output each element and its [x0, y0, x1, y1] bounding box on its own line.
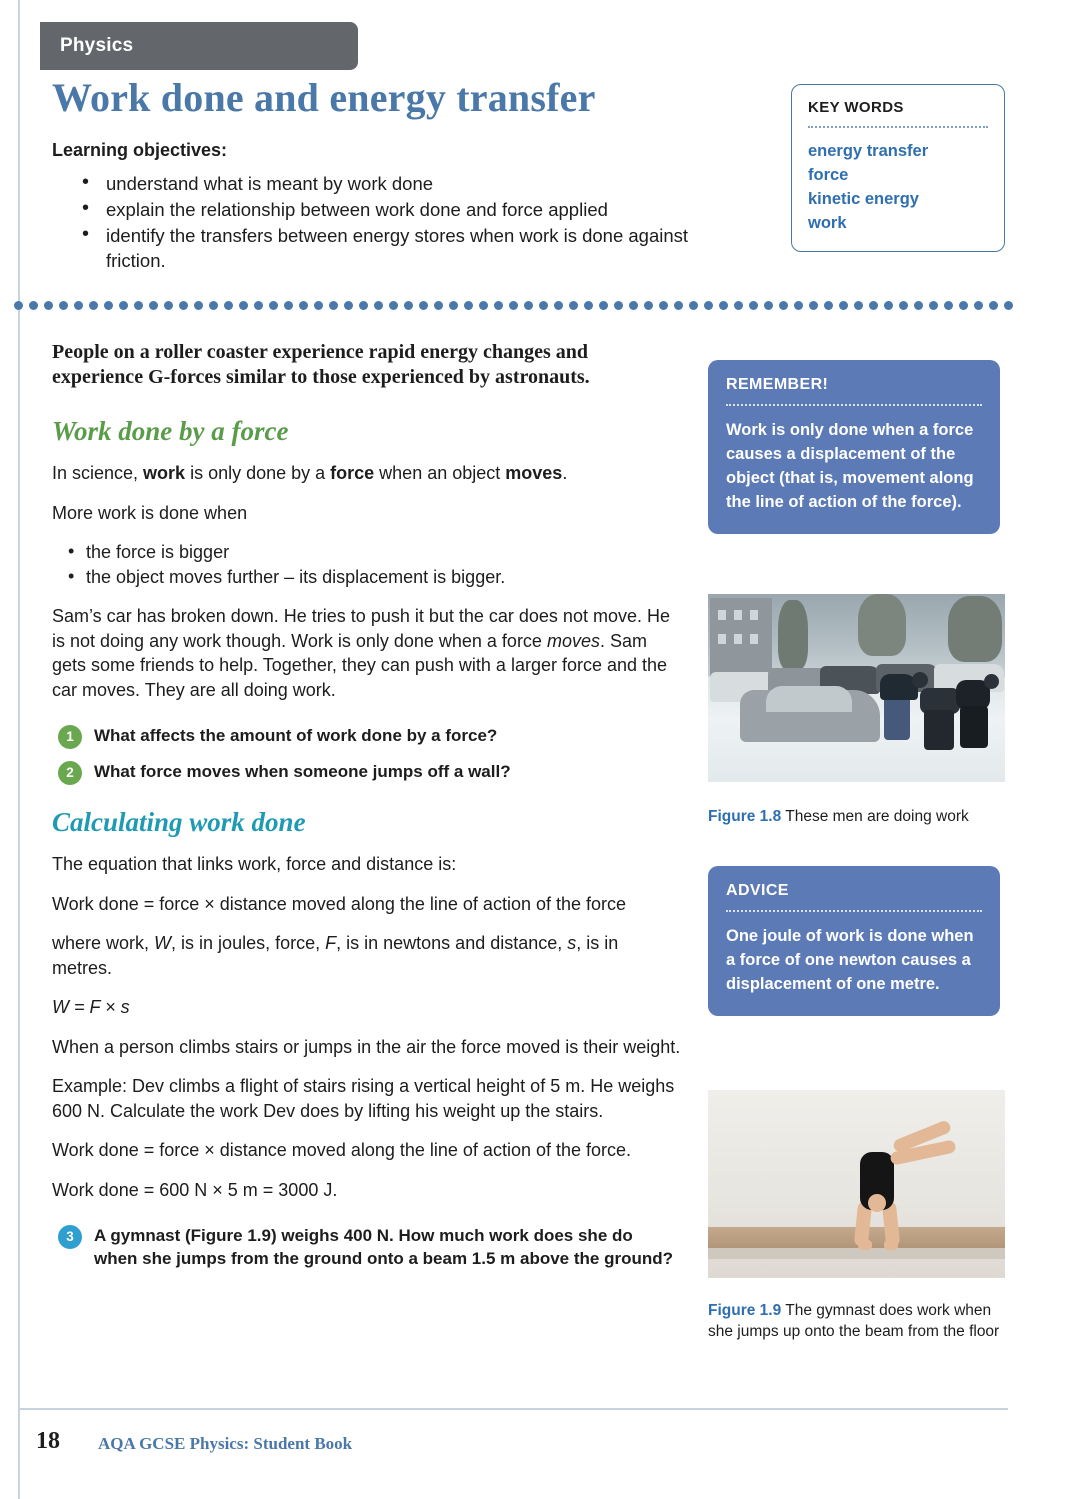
divider-dot — [884, 301, 893, 310]
divider-dot — [1004, 301, 1013, 310]
paragraph — [52, 461, 682, 486]
symbol-f: F — [325, 933, 337, 953]
paragraph: When a person climbs stairs or jumps in the air the force moved is their weight. — [52, 1036, 681, 1057]
paragraph — [52, 931, 682, 980]
divider-dot — [389, 301, 398, 310]
left-margin-rule — [18, 0, 20, 1499]
photo-window — [734, 610, 742, 620]
divider — [726, 909, 982, 912]
divider-dot — [404, 301, 413, 310]
photo-window — [750, 610, 758, 620]
section-heading-calculating-work-done: Calculating work done — [52, 807, 306, 837]
divider-dot — [74, 301, 83, 310]
divider-dot — [134, 301, 143, 310]
photo-window — [718, 610, 726, 620]
photo-floor — [708, 1248, 1005, 1259]
text-run: In science, — [52, 463, 144, 483]
learning-objectives-list — [52, 171, 692, 273]
divider-dot — [14, 301, 23, 310]
text-run: , is in joules, force, — [171, 933, 326, 953]
divider-dot — [494, 301, 503, 310]
divider-dot — [359, 301, 368, 310]
callout-body: Work is only done when a force causes a displacement of the object (that is, movement along the line of action of the force). — [726, 421, 974, 511]
key-word: energy transfer — [808, 142, 929, 160]
divider-dot — [734, 301, 743, 310]
text-run: Sam’s car has broken down. He tries to push it but the car does not move. He is not doing any work though. Work is only done when a force — [52, 606, 670, 651]
divider-dot — [644, 301, 653, 310]
photo-gymnast-head — [868, 1194, 886, 1212]
divider-dot — [104, 301, 113, 310]
divider-dot — [704, 301, 713, 310]
photo-car-window — [766, 686, 852, 712]
bullet-list — [52, 540, 682, 589]
photo-tree — [778, 600, 808, 670]
divider-dot — [374, 301, 383, 310]
divider-dot — [899, 301, 908, 310]
text-run: , is in newtons and distance, — [336, 933, 568, 953]
photo-tree — [858, 594, 906, 656]
text-run: , is in metres. — [52, 933, 619, 978]
divider-dot — [869, 301, 878, 310]
divider-dot — [629, 301, 638, 310]
learning-objectives — [52, 140, 692, 274]
divider-dot — [674, 301, 683, 310]
divider-dot — [209, 301, 218, 310]
divider-dot — [509, 301, 518, 310]
divider-dot — [614, 301, 623, 310]
divider-dot — [479, 301, 488, 310]
paragraph: Work done = force × distance moved along the line of action of the force. — [52, 1140, 632, 1160]
divider-dot — [344, 301, 353, 310]
text-run: when an object — [374, 463, 506, 483]
paragraph — [52, 604, 682, 702]
key-word: kinetic energy — [808, 190, 919, 208]
question-text: What force moves when someone jumps off a wall? — [94, 762, 511, 781]
section-heading-work-done-by-a-force: Work done by a force — [52, 416, 289, 446]
photo-person-head — [912, 672, 928, 688]
figure-caption-1-8 — [708, 806, 1006, 827]
text-run-bold: work — [143, 463, 186, 483]
question-row — [52, 1224, 682, 1270]
divider-dot — [164, 301, 173, 310]
callout-advice — [708, 866, 1000, 1016]
text-run-bold: moves — [505, 463, 563, 483]
divider-dot — [194, 301, 203, 310]
divider-dot — [239, 301, 248, 310]
divider-dot — [434, 301, 443, 310]
question-number: 1 — [58, 725, 82, 749]
divider-dot — [539, 301, 548, 310]
divider-dot — [659, 301, 668, 310]
footer-book-title: AQA GCSE Physics: Student Book — [98, 1434, 353, 1453]
text-run: is only done by a — [185, 463, 331, 483]
intro-paragraph: People on a roller coaster experience rapid energy changes and experience G-forces similar to those experienced by astronauts. — [52, 341, 590, 388]
photo-window — [718, 634, 726, 644]
page-title: Work done and energy transfer — [52, 75, 596, 120]
photo-person — [960, 706, 988, 748]
equation: W = F × s — [52, 997, 130, 1017]
subject-tab: Physics — [40, 22, 358, 70]
divider-dot — [989, 301, 998, 310]
photo-window — [750, 634, 758, 644]
divider-dot — [854, 301, 863, 310]
divider-dot — [254, 301, 263, 310]
question-row — [52, 724, 682, 749]
text-run-bold: force — [330, 463, 375, 483]
key-word: work — [808, 214, 847, 232]
divider-dot — [179, 301, 188, 310]
callout-title: ADVICE — [726, 882, 789, 899]
paragraph: Example: Dev climbs a flight of stairs rising a vertical height of 5 m. He weighs 600 N. Calculate the work Dev does by lifting his weight up the stairs. — [52, 1076, 675, 1121]
divider-dot — [29, 301, 38, 310]
paragraph: Work done = 600 N × 5 m = 3000 J. — [52, 1179, 338, 1200]
divider-dot — [419, 301, 428, 310]
figure-caption-1-9 — [708, 1300, 1006, 1342]
question-number: 3 — [58, 1225, 82, 1249]
photo-window — [734, 634, 742, 644]
photo-tree — [948, 596, 1002, 662]
divider — [808, 125, 988, 128]
divider-dot — [719, 301, 728, 310]
figure-caption-text: These men are doing work — [781, 808, 969, 825]
key-word: force — [808, 166, 849, 184]
divider-dot — [554, 301, 563, 310]
symbol-s: s — [567, 933, 577, 953]
divider-dot — [974, 301, 983, 310]
question-block-2 — [52, 1224, 682, 1270]
divider-dot — [809, 301, 818, 310]
text-run: . — [562, 463, 568, 483]
list-item: • identify the transfers between energy stores when work is done against friction. — [76, 223, 692, 273]
question-text: What affects the amount of work done by a force? — [94, 726, 498, 745]
divider-dot — [794, 301, 803, 310]
divider-dot — [89, 301, 98, 310]
divider-dot — [749, 301, 758, 310]
paragraph: The equation that links work, force and distance is: — [52, 854, 457, 874]
symbol-w: W — [154, 933, 172, 953]
list-item: • understand what is meant by work done — [76, 171, 692, 196]
photo-person-head — [984, 674, 999, 689]
learning-objectives-heading: Learning objectives: — [52, 140, 228, 160]
divider-dot — [824, 301, 833, 310]
key-words-box — [791, 84, 1005, 252]
photo-person — [924, 710, 954, 750]
divider-dot — [599, 301, 608, 310]
main-content-column — [52, 340, 682, 1292]
divider-dot — [944, 301, 953, 310]
figure-image-men-pushing-car — [708, 594, 1005, 782]
question-block-1 — [52, 724, 682, 785]
footer-rule — [18, 1408, 1008, 1410]
divider-dot — [119, 301, 128, 310]
divider-dot — [584, 301, 593, 310]
divider-dot — [959, 301, 968, 310]
divider-dot — [299, 301, 308, 310]
divider-dot — [314, 301, 323, 310]
divider-dot — [689, 301, 698, 310]
divider — [726, 403, 982, 406]
divider-dot — [149, 301, 158, 310]
callout-remember — [708, 360, 1000, 534]
divider-dot — [569, 301, 578, 310]
question-number: 2 — [58, 761, 82, 785]
divider-dot — [224, 301, 233, 310]
divider-dot — [524, 301, 533, 310]
divider-dot — [929, 301, 938, 310]
question-row — [52, 760, 682, 785]
list-item: • explain the relationship between work done and force applied — [76, 197, 692, 222]
list-item: • the force is bigger — [56, 540, 682, 565]
paragraph: More work is done when — [52, 502, 248, 523]
photo-gymnast-hand — [858, 1240, 872, 1250]
list-item: • the object moves further – its displacement is bigger. — [56, 565, 682, 590]
divider-dot — [839, 301, 848, 310]
callout-title: REMEMBER! — [726, 376, 829, 393]
text-run-italic: moves — [546, 630, 600, 651]
question-text: A gymnast (Figure 1.9) weighs 400 N. How much work does she do when she jumps from the ground onto a beam 1.5 m above the ground? — [94, 1226, 673, 1268]
divider-dot — [269, 301, 278, 310]
figure-caption-text: The gymnast does work when she jumps up onto the beam from the floor — [708, 1302, 1000, 1340]
paragraph: Work done = force × distance moved along the line of action of the force — [52, 893, 627, 914]
text-run: . Sam gets some friends to help. Together, they can push with a larger force and the car moves. They are all doing work. — [52, 630, 668, 700]
divider-dot — [329, 301, 338, 310]
divider-dot — [284, 301, 293, 310]
text-run: where work, — [52, 933, 155, 953]
divider-dot — [464, 301, 473, 310]
photo-gymnast-hand — [884, 1240, 898, 1250]
key-words-title: KEY WORDS — [808, 99, 904, 116]
divider-dot — [914, 301, 923, 310]
divider-dot — [779, 301, 788, 310]
page-number: 18 — [36, 1428, 60, 1454]
figure-label: Figure 1.9 — [708, 1302, 782, 1319]
photo-person — [884, 694, 910, 740]
divider-dot — [44, 301, 53, 310]
divider-dot — [449, 301, 458, 310]
divider-dot — [764, 301, 773, 310]
dotted-divider — [14, 300, 1014, 312]
divider-dot — [59, 301, 68, 310]
figure-label: Figure 1.8 — [708, 808, 782, 825]
callout-body: One joule of work is done when a force of one newton causes a displacement of one metre. — [726, 927, 974, 993]
figure-image-gymnast — [708, 1090, 1005, 1278]
